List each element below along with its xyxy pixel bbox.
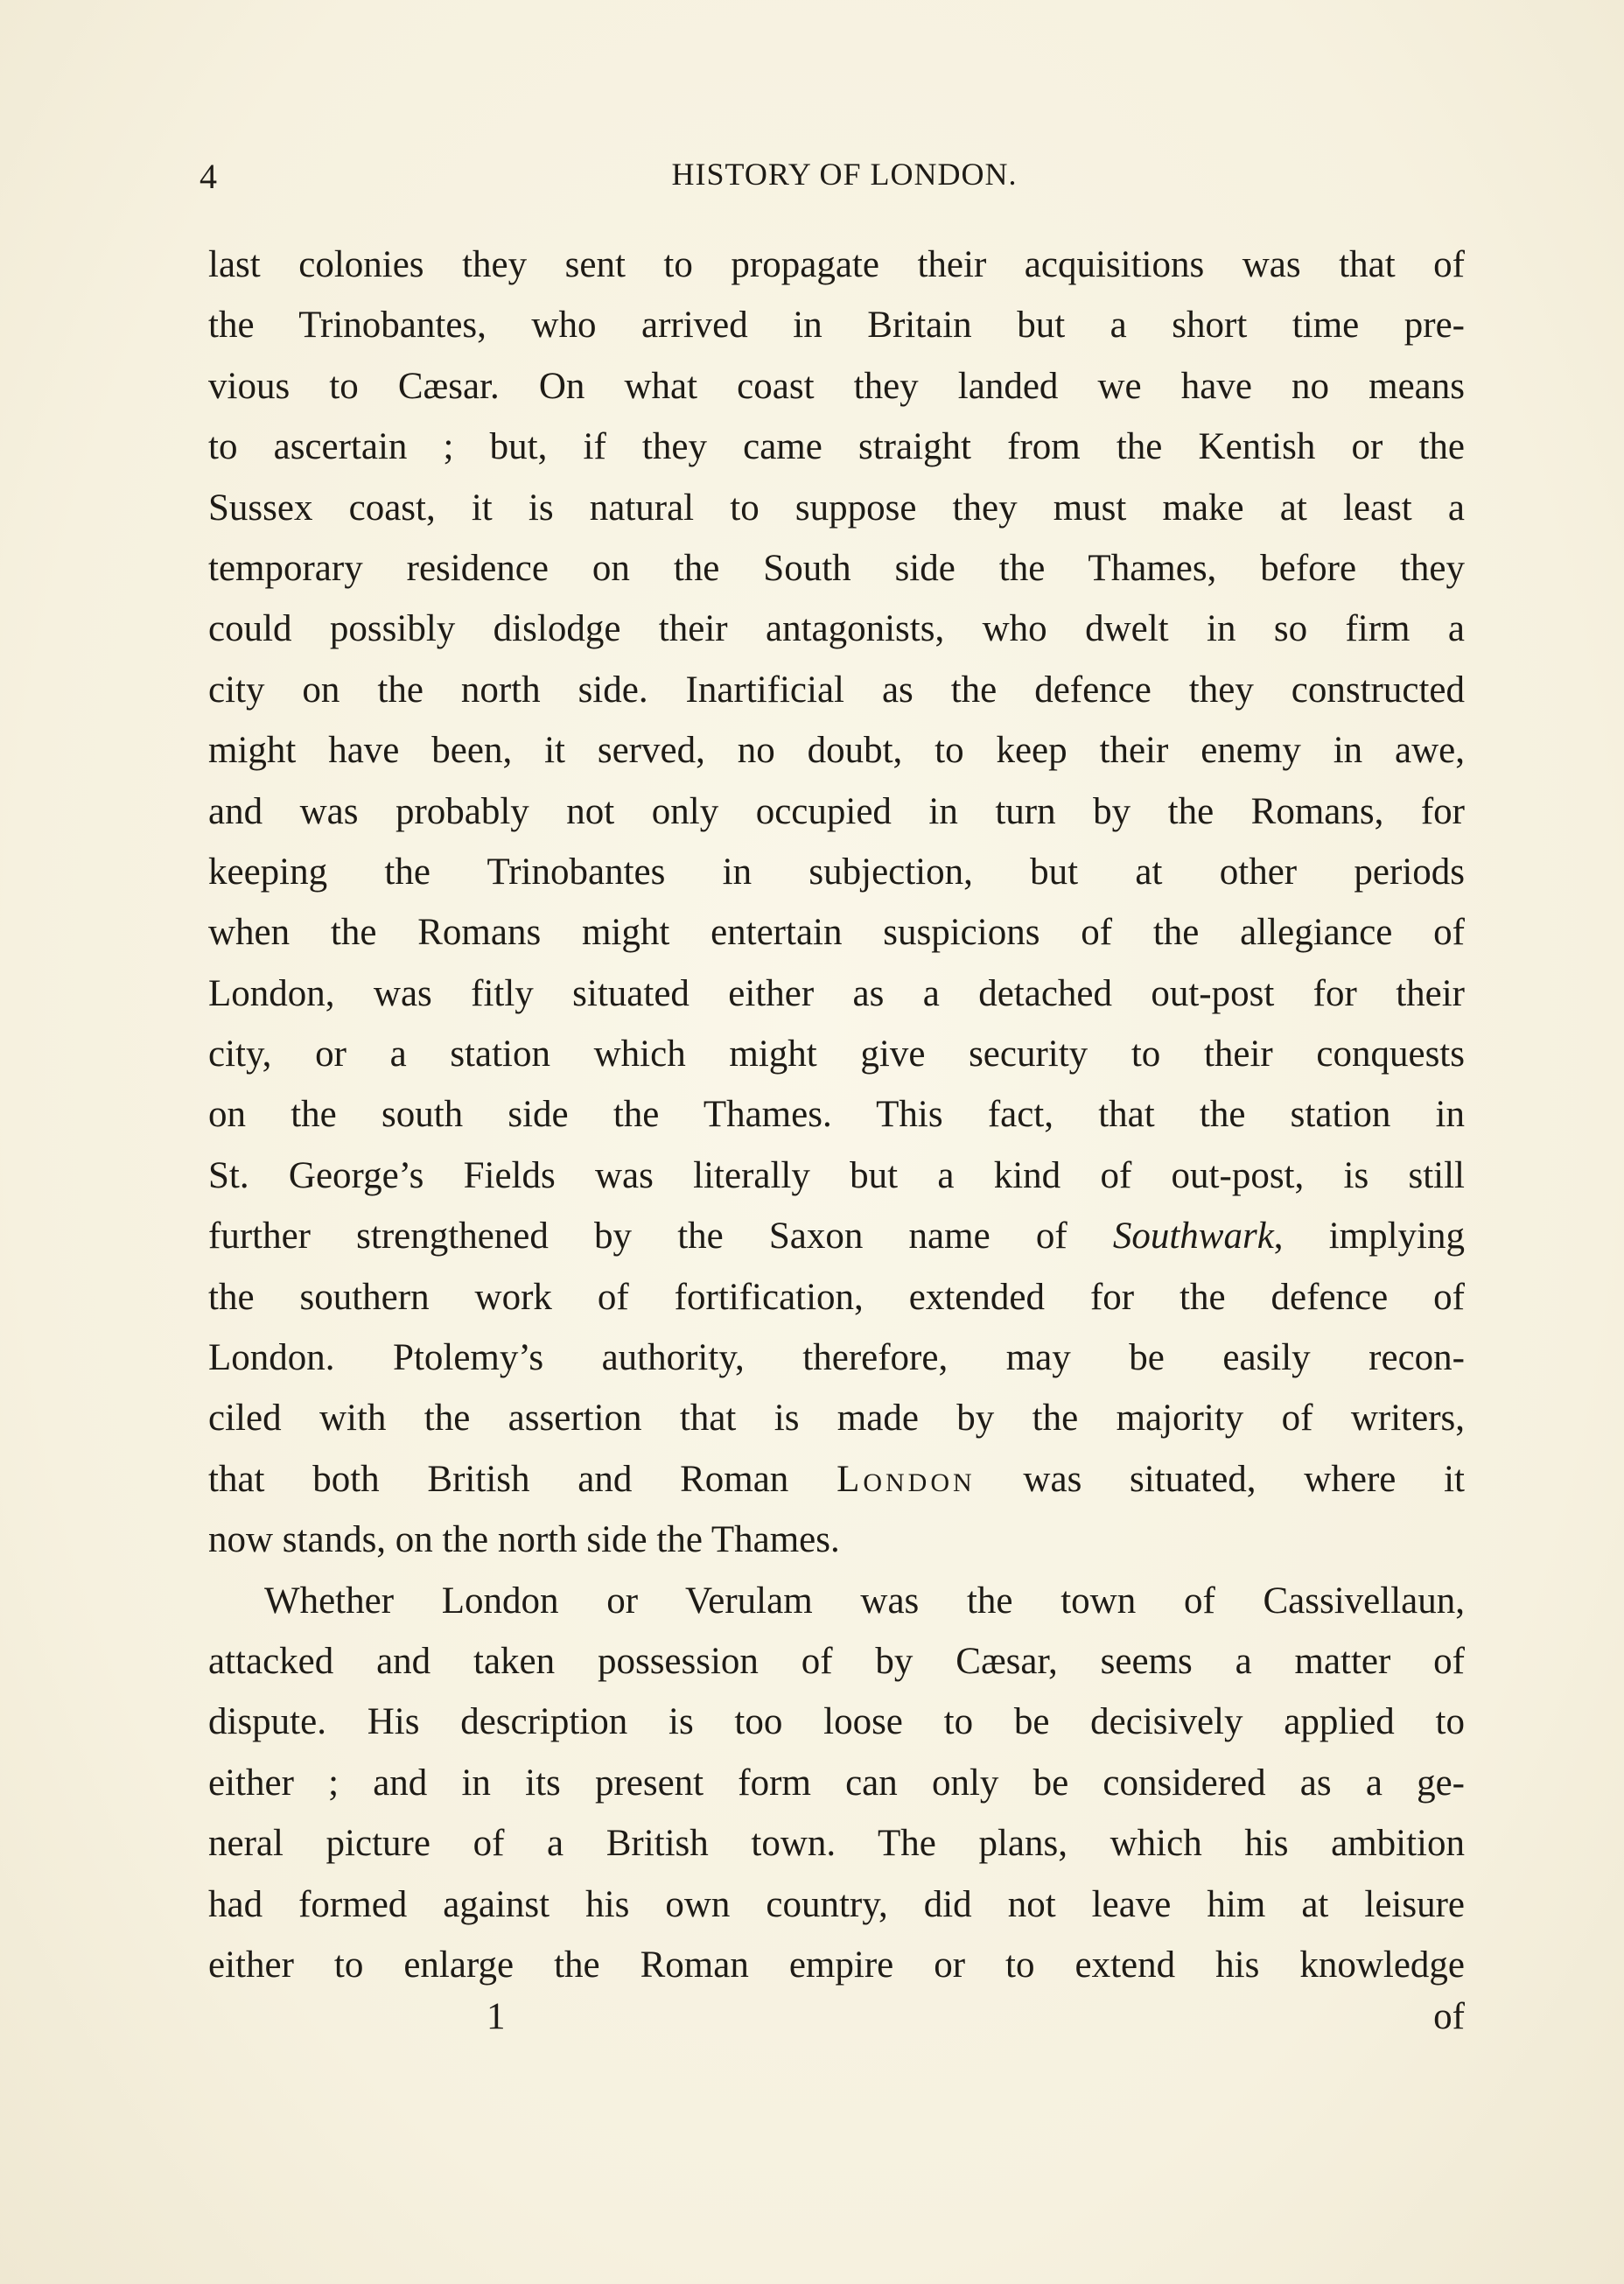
text-line: the southern work of fortification, extended for the defence of [208,1276,1465,1318]
text-line: on the south side the Thames. This fact, that the station in [208,1094,1465,1136]
text-line: now stands, on the north side the Thames. [208,1519,840,1561]
text-line: keeping the Trinobantes in subjection, but at other periods [208,851,1465,893]
text-line: city on the north side. Inartificial as the defence they constructed [208,669,1465,711]
text-line: either ; and in its present form can only be considered as a ge- [208,1762,1465,1804]
text-line: Sussex coast, it is natural to suppose they must make at least a [208,487,1465,529]
running-head: HISTORY OF LONDON. [671,157,1018,192]
page-header [192,149,1461,201]
text-line: vious to Cæsar. On what coast they landed we have no means [208,365,1465,407]
text-line: had formed against his own country, did not leave him at leisure [208,1883,1465,1925]
smallcaps-word-london: London [836,1458,976,1500]
text-line: and was probably not only occupied in turn by the Romans, for [208,790,1465,832]
text-line: when the Romans might entertain suspicions of the allegiance of [208,912,1465,954]
text-line: the Trinobantes, who arrived in Britain but a short time pre- [208,305,1465,347]
text-line: London, was fitly situated either as a detached out-post for their [208,972,1465,1014]
text-line: temporary residence on the South side the Thames, before they [208,547,1465,589]
text-line: neral picture of a British town. The plans, which his ambition [208,1823,1465,1865]
text-line: last colonies they sent to propagate their acquisitions was that of [208,244,1465,285]
text-line: attacked and taken possession of by Cæsar, seems a matter of [208,1640,1465,1682]
text-segment: , implying [1273,1216,1465,1258]
text-line: city, or a station which might give security to their conquests [208,1033,1465,1075]
catchword: of [1433,1996,1465,2037]
text-line: might have been, it served, no doubt, to keep their enemy in awe, [208,730,1465,772]
text-line: dispute. His description is too loose to be decisively applied to [208,1701,1465,1743]
text-line: Whether London or Verulam was the town of Cassivellaun, [264,1580,1465,1622]
page-number: 4 [200,157,217,196]
text-line: either to enlarge the Roman empire or to extend his knowledge [208,1944,1465,1986]
text-line: could possibly dislodge their antagonists, who dwelt in so firm a [208,608,1465,650]
text-line: St. George’s Fields was literally but a kind of out-post, is still [208,1154,1465,1196]
text-line: to ascertain ; but, if they came straight from the Kentish or the [208,426,1465,468]
text-segment: was situated, where it [975,1458,1465,1500]
text-line [208,1449,1465,1510]
italic-word-southwark: Southwark [1112,1216,1274,1258]
text-line: London. Ptolemy’s authority, therefore, may be easily recon- [208,1337,1465,1379]
body-text [208,235,1465,1995]
page-footer [208,1995,1465,2056]
signature-mark: 1 [486,1996,506,2037]
text-segment: further strengthened by the Saxon name of [208,1216,1113,1258]
text-segment: that both British and Roman [208,1458,837,1500]
text-line [208,1206,1465,1266]
text-line: ciled with the assertion that is made by the majority of writers, [208,1398,1465,1440]
